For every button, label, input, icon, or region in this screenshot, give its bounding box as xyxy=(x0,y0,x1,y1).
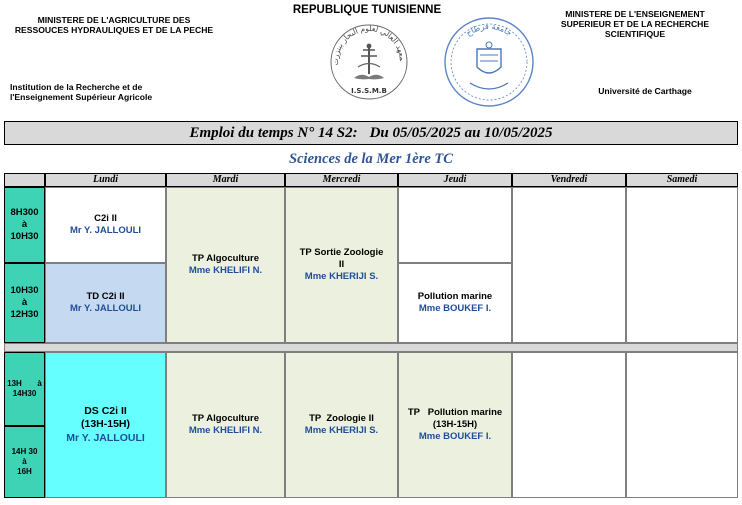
time-slot-4: 14H 30 à 16H xyxy=(4,426,45,498)
session-vendredi-afternoon xyxy=(512,352,626,498)
logo-issmb-text: I.S.S.M.B xyxy=(351,87,387,95)
seal-arabic-text: جامعة قرطاج xyxy=(464,21,514,38)
session-vendredi-morning xyxy=(512,187,626,343)
session-mardi-afternoon: TP Algoculture Mme KHELIFI N. xyxy=(166,352,285,498)
day-header-vendredi: Vendredi xyxy=(512,173,626,187)
class-subtitle: Sciences de la Mer 1ère TC xyxy=(289,150,453,167)
lunch-separator xyxy=(4,343,738,352)
session-mardi-morning: TP Algoculture Mme KHELIFI N. xyxy=(166,187,285,343)
session-samedi-afternoon xyxy=(626,352,738,498)
session-jeudi-afternoon: TP Pollution marine (13H-15H) Mme BOUKEF I. xyxy=(398,352,512,498)
time-slot-2: 10H30 à 12H30 xyxy=(4,263,45,343)
schedule-title-bar xyxy=(4,121,738,145)
day-header-lundi: Lundi xyxy=(45,173,166,187)
day-header-mardi: Mardi xyxy=(166,173,285,187)
session-lundi-afternoon: DS C2i II (13H-15H) Mr Y. JALLOULI xyxy=(45,352,166,498)
day-header-mercredi: Mercredi xyxy=(285,173,398,187)
time-slot-1: 8H300 à 10H30 xyxy=(4,187,45,263)
time-slot-3: 13H à 14H30 xyxy=(4,352,45,426)
day-header-samedi: Samedi xyxy=(626,173,738,187)
session-lundi-slot1: C2i II Mr Y. JALLOULI xyxy=(45,187,166,263)
right-ministry: MINISTERE DE L'ENSEIGNEMENT SUPERIEUR ET DE LA RECHERCHE SCIENTIFIQUE xyxy=(560,9,710,39)
session-jeudi-slot1 xyxy=(398,187,512,263)
schedule-title: Emploi du temps N° 14 S2: xyxy=(189,124,358,141)
schedule-period: Du 05/05/2025 au 10/05/2025 xyxy=(369,124,553,141)
left-institution: Institution de la Recherche et de l'Enseignement Supérieur Agricole xyxy=(10,82,153,103)
logo-arabic-text: معهد العالي لعلوم البحار ببنزرت xyxy=(330,23,408,66)
session-jeudi-slot2: Pollution marine Mme BOUKEF I. xyxy=(398,263,512,343)
session-samedi-morning xyxy=(626,187,738,343)
session-lundi-slot2: TD C2i II Mr Y. JALLOULI xyxy=(45,263,166,343)
session-mercredi-afternoon: TP Zoologie II Mme KHERIJI S. xyxy=(285,352,398,498)
issmb-logo xyxy=(328,22,410,102)
republic-title: REPUBLIQUE TUNISIENNE xyxy=(292,4,442,16)
left-ministry: MINISTERE DE L'AGRICULTURE DES RESSOUCES HYDRAULIQUES ET DE LA PECHE xyxy=(14,15,214,35)
university-carthage-seal xyxy=(442,15,536,109)
corner-cell xyxy=(4,173,45,187)
session-mercredi-morning: TP Sortie Zoologie II Mme KHERIJI S. xyxy=(285,187,398,343)
right-university: Université de Carthage xyxy=(598,86,692,96)
day-header-jeudi: Jeudi xyxy=(398,173,512,187)
